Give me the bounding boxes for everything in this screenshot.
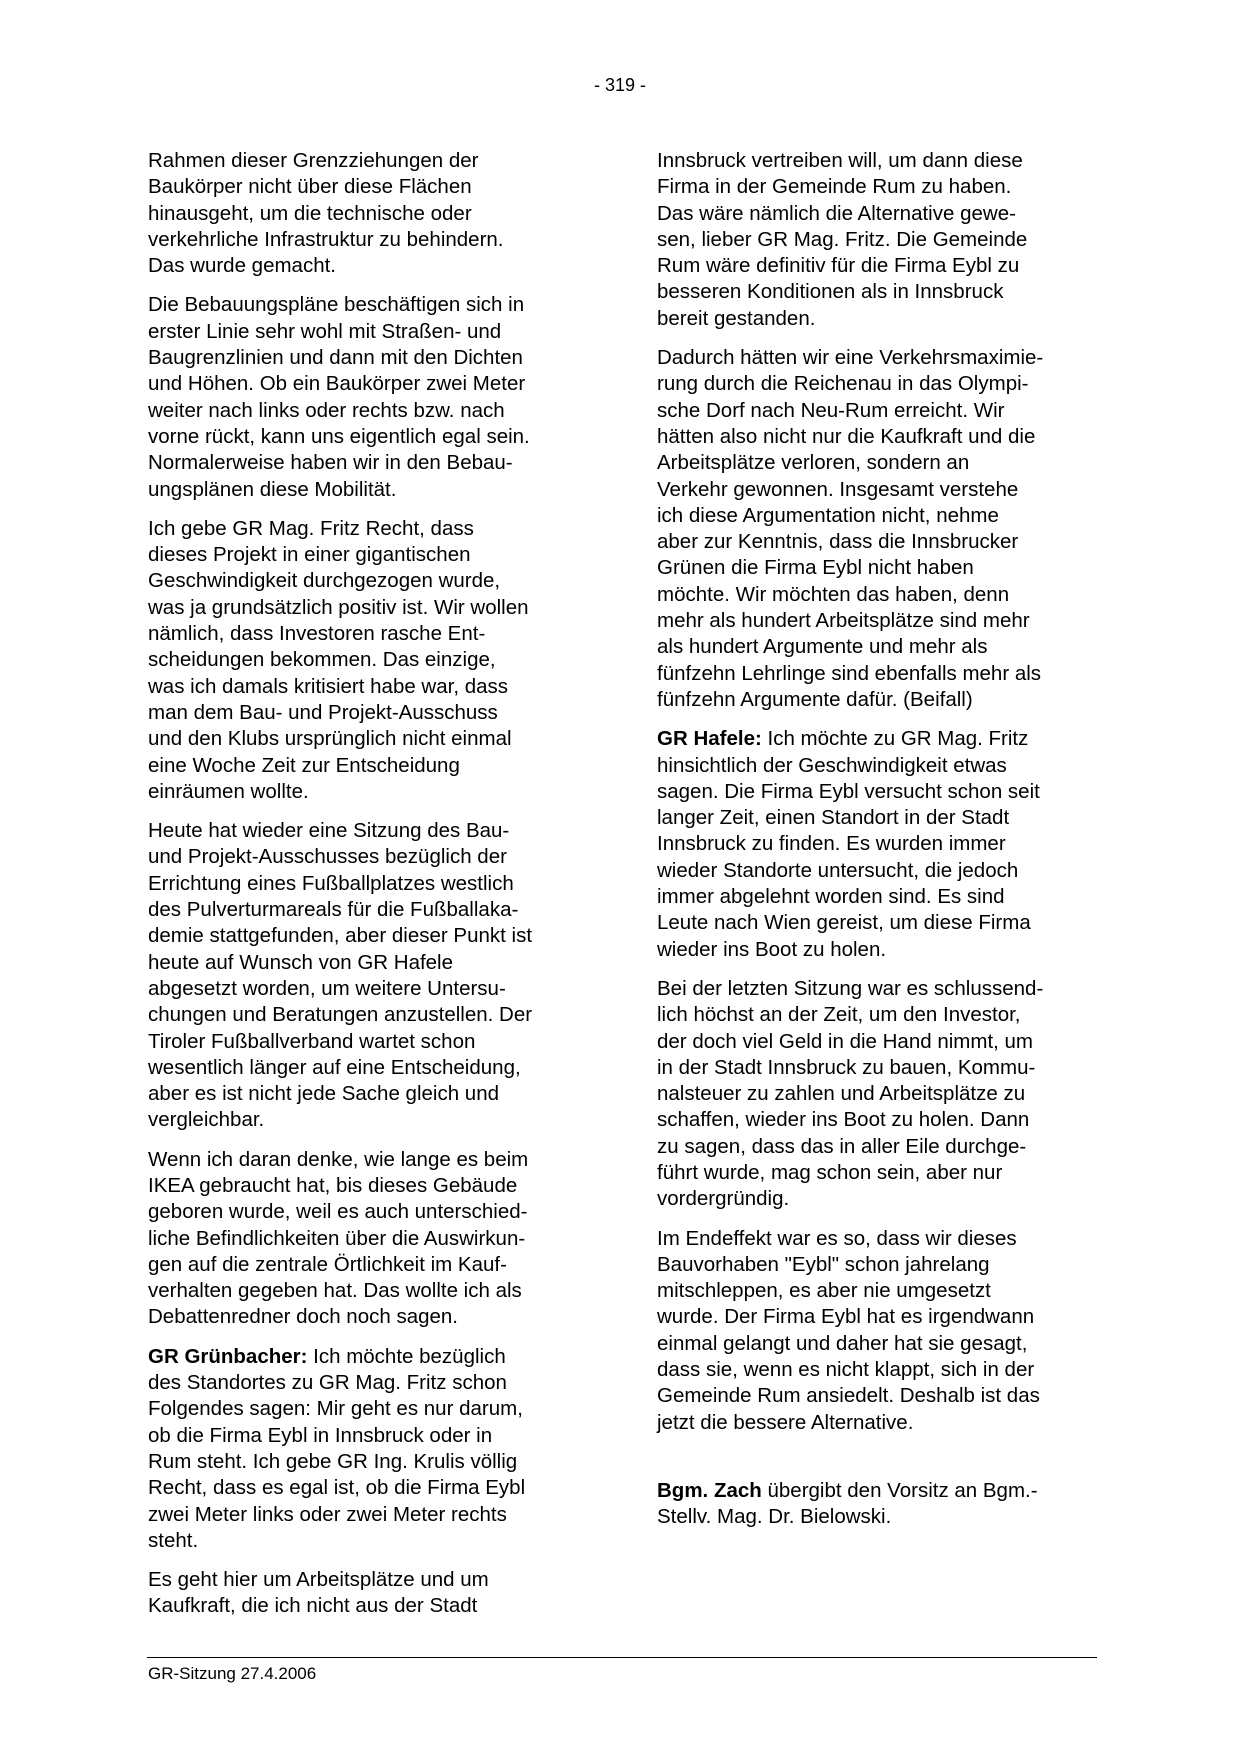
paragraph: Es geht hier um Arbeitsplätze und um Kaufkraft, die ich nicht aus der Stadt xyxy=(148,1568,489,1618)
paragraph: Innsbruck vertreiben will, um dann diese Firma in der Gemeinde Rum zu haben. Das wäre nämlich die Alternative gewe- sen, lieber GR Mag. Fritz. Die Gemeinde Rum wäre definitiv für die Firma Eybl zu besseren Konditionen als in Innsbruck bereit gestanden. xyxy=(657,149,1028,330)
paragraph xyxy=(657,1478,1102,1531)
speech-text: Ich möchte zu GR Mag. Fritz hinsichtlich der Geschwindigkeit etwas sagen. Die Firma Eybl versucht schon seit langer Zeit, einen Standort in der Stadt Innsbruck zu finden. Es wurden immer wieder Standorte untersucht, die jedoch immer abgelehnt worden sind. Es sind Leute nach Wien gereist, um diese Firma wieder ins Boot zu holen. xyxy=(657,727,1040,961)
speaker-name: GR Hafele: xyxy=(657,727,762,751)
paragraph: Wenn ich daran denke, wie lange es beim IKEA gebraucht hat, bis dieses Gebäude geboren wurde, weil es auch unterschied- liche Befindlichkeiten über die Auswirkun- gen auf die zentrale Örtlichkeit im Kauf- verhalten gegeben hat. Das wollte ich als Debattenredner doch noch sagen. xyxy=(148,1147,529,1329)
paragraph: Ich gebe GR Mag. Fritz Recht, dass dieses Projekt in einer gigantischen Geschwindigkeit durchgezogen wurde, was ja grundsätzlich positiv ist. Wir wollen nämlich, dass Investoren rasche Ent- scheidungen bekommen. Das einzige, was ich damals kritisiert habe war, dass man dem Bau- und Projekt-Ausschuss und den Klubs ursprünglich nicht einmal eine Woche Zeit zur Entscheidung einräumen wollte. xyxy=(148,516,529,803)
speech-text: übergibt den Vorsitz an Bgm.- Stellv. Mag. Dr. Bielowski. xyxy=(657,1478,1038,1529)
paragraph xyxy=(148,1344,588,1554)
paragraph xyxy=(657,726,1102,963)
speaker-name: GR Grünbacher: xyxy=(148,1344,308,1368)
paragraph: Heute hat wieder eine Sitzung des Bau- und Projekt-Ausschusses bezüglich der Errichtung eines Fußballplatzes westlich des Pulverturmareals für die Fußballaka- demie stattgefunden, aber dieser Punkt ist heute auf Wunsch von GR Hafele abgesetzt worden, um weitere Untersu- chungen und Beratungen anzustellen. Der Tiroler Fußballverband wartet schon wesentlich länger auf eine Entscheidung, aber es ist nicht jede Sache gleich und vergleichbar. xyxy=(148,819,533,1132)
left-column xyxy=(148,148,588,1633)
page-number: - 319 - xyxy=(593,75,647,95)
right-column xyxy=(657,148,1102,1544)
paragraph: Bei der letzten Sitzung war es schlussend- lich höchst an der Zeit, um den Investor, der doch viel Geld in die Hand nimmt, um in der Stadt Innsbruck zu bauen, Kommu- nalsteuer zu zahlen und Arbeitsplätze zu schaffen, wieder ins Boot zu holen. Dann zu sagen, dass das in aller Eile durchge- führt wurde, mag schon sein, aber nur vordergründig. xyxy=(657,976,1044,1211)
paragraph: Rahmen dieser Grenzziehungen der Baukörper nicht über diese Flächen hinausgeht, um die technische oder verkehrliche Infrastruktur zu behindern. Das wurde gemacht. xyxy=(148,149,504,278)
speaker-name: Bgm. Zach xyxy=(657,1478,762,1502)
paragraph: Die Bebauungspläne beschäftigen sich in erster Linie sehr wohl mit Straßen- und Baugrenzlinien und dann mit den Dichten und Höhen. Ob ein Baukörper zwei Meter weiter nach links oder rechts bzw. nach vorne rückt, kann uns eigentlich egal sein. Normalerweise haben wir in den Bebau- ungsplänen diese Mobilität. xyxy=(148,293,530,501)
paragraph: Im Endeffekt war es so, dass wir dieses Bauvorhaben "Eybl" schon jahrelang mitschleppen, es aber nie umgesetzt wurde. Der Firma Eybl hat es irgendwann einmal gelangt und daher hat sie gesagt, dass sie, wenn es nicht klappt, sich in der Gemeinde Rum ansiedelt. Deshalb ist das jetzt die bessere Alternative. xyxy=(657,1226,1040,1434)
paragraph: Dadurch hätten wir eine Verkehrsmaximie- rung durch die Reichenau in das Olympi- sche Dorf nach Neu-Rum erreicht. Wir hätten also nicht nur die Kaufkraft und die Arbeitsplätze verloren, sondern an Verkehr gewonnen. Insgesamt verstehe ich diese Argumentation nicht, nehme aber zur Kenntnis, dass die Innsbrucker Grünen die Firma Eybl nicht haben möchte. Wir möchten das haben, denn mehr als hundert Arbeitsplätze sind mehr als hundert Argumente und mehr als fünfzehn Lehrlinge sind ebenfalls mehr als fünfzehn Argumente dafür. (Beifall) xyxy=(657,346,1044,711)
speech-text: Ich möchte bezüglich des Standortes zu GR Mag. Fritz schon Folgendes sagen: Mir geht es nur darum, ob die Firma Eybl in Innsbruck oder in Rum steht. Ich gebe GR Ing. Krulis völlig Recht, dass es egal ist, ob die Firma Eybl zwei Meter links oder zwei Meter rechts steht. xyxy=(148,1344,526,1552)
footer-text: GR-Sitzung 27.4.2006 xyxy=(148,1664,317,1683)
footer-divider xyxy=(147,1657,1097,1658)
